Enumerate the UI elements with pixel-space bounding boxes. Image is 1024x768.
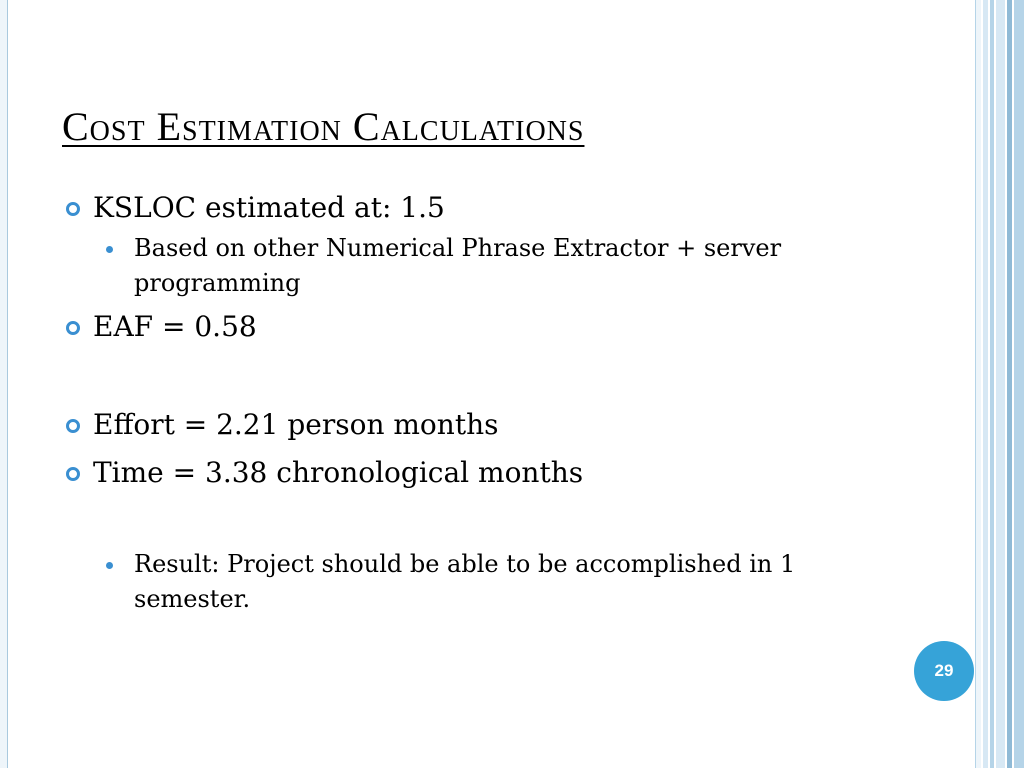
stripe-2	[983, 0, 988, 768]
stripe-3	[990, 0, 994, 768]
bullet-ring-icon	[66, 321, 80, 335]
slide-title: Cost Estimation Calculations	[62, 104, 585, 149]
sub-bullet-result	[62, 547, 902, 617]
stripe-6	[1014, 0, 1024, 768]
bullet-text: EAF = 0.58	[93, 310, 257, 343]
bullet-text: Based on other Numerical Phrase Extractor + server programming	[134, 234, 782, 297]
stripe-4	[996, 0, 1005, 768]
sub-bullet-basis	[62, 231, 902, 301]
bullet-ring-icon	[66, 202, 80, 216]
bullet-eaf	[62, 304, 902, 350]
bullet-text: KSLOC estimated at: 1.5	[93, 191, 445, 224]
bullet-ring-icon	[66, 467, 80, 481]
bullet-text: Result: Project should be able to be accomplished in 1 semester.	[134, 550, 796, 613]
bullet-ksloc	[62, 185, 902, 231]
bullet-time	[62, 450, 902, 496]
slide-number-badge: 29	[914, 641, 974, 701]
stripe-5	[1007, 0, 1012, 768]
bullet-text: Effort = 2.21 person months	[93, 408, 499, 441]
right-stripes-decoration	[975, 0, 1024, 768]
bullet-text: Time = 3.38 chronological months	[93, 456, 584, 489]
slide-content	[62, 185, 902, 617]
bullet-dot-icon	[106, 562, 113, 569]
bullet-effort	[62, 402, 902, 448]
left-border-decoration	[0, 0, 8, 768]
bullet-ring-icon	[66, 419, 80, 433]
bullet-dot-icon	[106, 246, 113, 253]
stripe-1	[975, 0, 981, 768]
